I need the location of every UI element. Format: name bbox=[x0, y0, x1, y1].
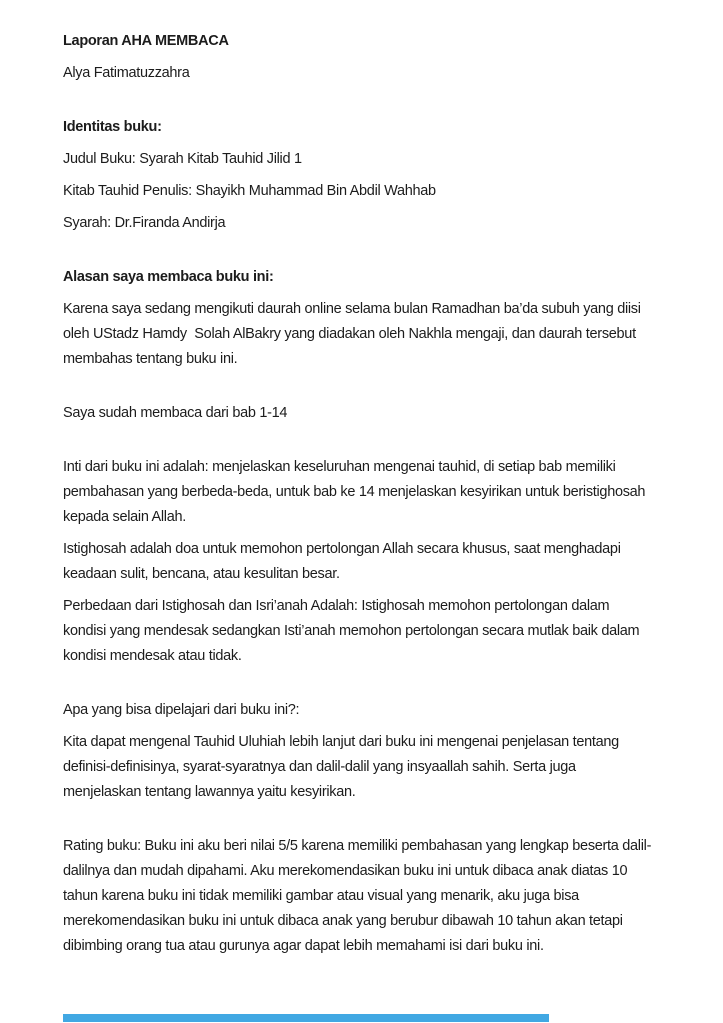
alasan-paragraph: Karena saya sedang mengikuti daurah online selama bulan Ramadhan ba’da subuh yang diisi oleh UStadz Hamdy Solah AlBakry yang diadakan oleh Nakhla mengaji, dan daurah tersebut membahas tentang buku ini. bbox=[63, 301, 645, 367]
book-author-line: Kitab Tauhid Penulis: Shayikh Muhammad Bin Abdil Wahhab bbox=[63, 183, 436, 199]
inti-paragraph: Inti dari buku ini adalah: menjelaskan keseluruhan mengenai tauhid, di setiap bab memiliki pembahasan yang berbeda-beda, untuk bab ke 14 menjelaskan kesyirikan untuk beristighosah kepada selain Allah. bbox=[63, 459, 649, 525]
section-heading-alasan: Alasan saya membaca buku ini: bbox=[63, 269, 274, 285]
question-heading-pelajaran: Apa yang bisa dipelajari dari buku ini?: bbox=[63, 702, 300, 718]
book-title-line: Judul Buku: Syarah Kitab Tauhid Jilid 1 bbox=[63, 151, 302, 167]
blank-line bbox=[63, 812, 655, 834]
pelajaran-paragraph: Kita dapat mengenal Tauhid Uluhiah lebih lanjut dari buku ini mengenai penjelasan tentang definisi-definisinya, syarat-syaratnya dan dalil-dalil yang insyaallah sahih. Serta juga menjelaskan tentang lawannya yaitu kesyirikan. bbox=[63, 734, 623, 800]
rating-paragraph: Rating buku: Buku ini aku beri nilai 5/5 karena memiliki pembahasan yang lengkap beserta dalil-dalilnya dan mudah dipahami. Aku merekomendasikan buku ini untuk dibaca anak diatas 10 tahun karena buku ini tidak memiliki gambar atau visual yang menarik, aku juga bisa merekomendasikan buku ini untuk dibaca anak yang berubur dibawah 10 tahun akan tetapi dibimbing orang tua atau gurunya agar dapat lebih memahami isi dari buku ini. bbox=[63, 838, 652, 954]
report-title: Laporan AHA MEMBACA bbox=[63, 33, 229, 49]
blank-line bbox=[63, 433, 655, 455]
blank-line bbox=[63, 93, 655, 115]
reading-progress-line: Saya sudah membaca dari bab 1-14 bbox=[63, 405, 288, 421]
bottom-blue-bar bbox=[63, 1014, 549, 1022]
istighosah-paragraph: Istighosah adalah doa untuk memohon pertolongan Allah secara khusus, saat menghadapi keadaan sulit, bencana, atau kesulitan besar. bbox=[63, 541, 625, 582]
author-name: Alya Fatimatuzzahra bbox=[63, 65, 190, 81]
perbedaan-paragraph: Perbedaan dari Istighosah dan Isri’anah Adalah: Istighosah memohon pertolongan dalam kondisi yang mendesak sedangkan Isti’anah memohon pertolongan secara mutlak baik dalam kondisi mendesak atau tidak. bbox=[63, 598, 644, 664]
section-heading-identitas: Identitas buku: bbox=[63, 119, 162, 135]
blank-line bbox=[63, 676, 655, 698]
blank-line bbox=[63, 243, 655, 265]
book-syarah-line: Syarah: Dr.Firanda Andirja bbox=[63, 215, 226, 231]
blank-line bbox=[63, 379, 655, 401]
